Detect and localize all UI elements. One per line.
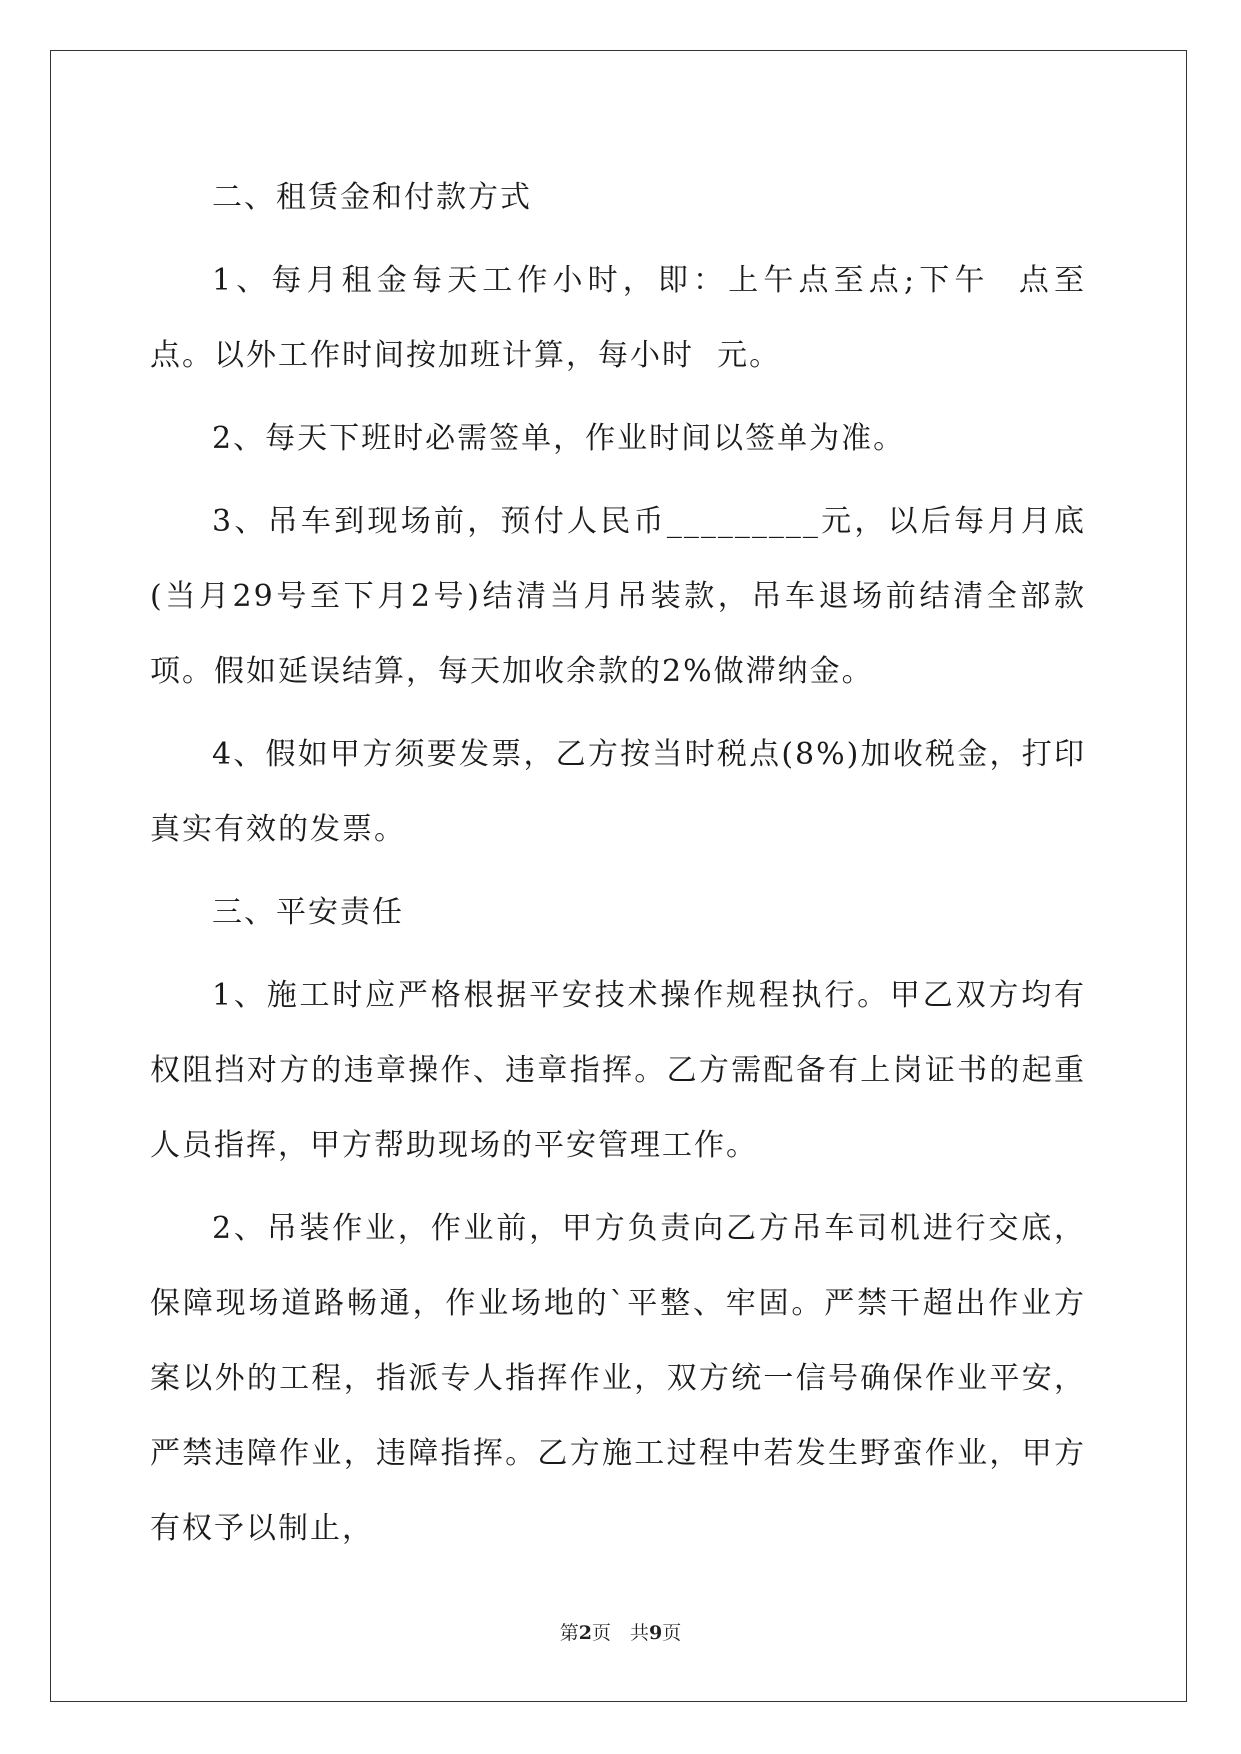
paragraph-prepayment: 3、吊车到现场前，预付人民币_________元，以后每月月底(当月29号至下月2号)结清当月吊装款，吊车退场前结清全部款项。假如延误结算，每天加收余款的2%做滞纳金。 (150, 504, 1086, 689)
paragraph-sign-sheet: 2、每天下班时必需签单，作业时间以签单为准。 (212, 421, 906, 456)
section-heading-safety: 三、平安责任 (212, 895, 404, 930)
paragraph-rent-hours: 1、每月租金每天工作小时，即：上午点至点;下午 点至 点。以外工作时间按加班计算，每小时 元。 (150, 263, 1110, 373)
paragraph-invoice: 4、假如甲方须要发票，乙方按当时税点(8%)加收税金，打印真实有效的发票。 (150, 737, 1086, 847)
footer-page-suffix: 页 (662, 1622, 682, 1644)
paragraph-lifting-work: 2、吊装作业，作业前，甲方负责向乙方吊车司机进行交底，保障现场道路畅通，作业场地的`平整、牢固。严禁干超出作业方案以外的工程，指派专人指挥作业，双方统一信号确保作业平安，严禁违障作业，违障指挥。乙方施工过程中若发生野蛮作业，甲方有权予以制止， (150, 1211, 1086, 1546)
page-footer (0, 1618, 1241, 1645)
footer-page-mid: 页 共 (591, 1622, 649, 1644)
section-heading-rent: 二、租赁金和付款方式 (212, 180, 532, 215)
paragraph-safety-rules: 1、施工时应严格根据平安技术操作规程执行。甲乙双方均有权阻挡对方的违章操作、违章指挥。乙方需配备有上岗证书的起重人员指挥，甲方帮助现场的平安管理工作。 (150, 978, 1086, 1163)
footer-page-total: 9 (649, 1622, 663, 1644)
document-body (150, 160, 1110, 1574)
footer-page-current: 2 (578, 1622, 592, 1644)
footer-page-prefix: 第 (559, 1622, 579, 1644)
